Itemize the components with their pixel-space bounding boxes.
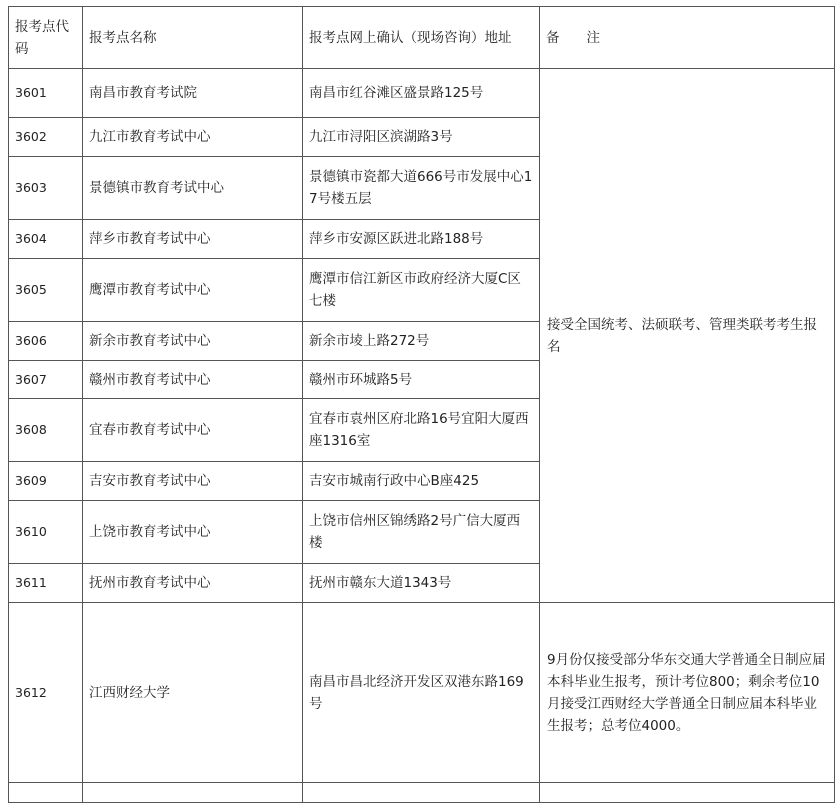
site-name: 宜春市教育考试中心 — [83, 399, 303, 462]
exam-sites-table — [8, 6, 835, 803]
site-name: 萍乡市教育考试中心 — [83, 220, 303, 259]
empty-cell — [303, 783, 540, 803]
site-code: 3611 — [9, 564, 83, 603]
site-name: 南昌市教育考试院 — [83, 69, 303, 118]
site-code: 3605 — [9, 259, 83, 322]
header-address: 报考点网上确认（现场咨询）地址 — [303, 7, 540, 69]
empty-cell — [83, 783, 303, 803]
site-address: 上饶市信州区锦绣路2号广信大厦西楼 — [303, 501, 540, 564]
site-name: 九江市教育考试中心 — [83, 118, 303, 157]
last-remark: 9月份仅接受部分华东交通大学普通全日制应届本科毕业生报考，预计考位800；剩余考位10月接受江西财经大学普通全日制应届本科毕业生报考；总考位4000。 — [540, 603, 835, 783]
site-address: 九江市浔阳区滨湖路3号 — [303, 118, 540, 157]
site-address: 萍乡市安源区跃进北路188号 — [303, 220, 540, 259]
site-code: 3603 — [9, 157, 83, 220]
table-row — [9, 603, 835, 783]
site-name: 上饶市教育考试中心 — [83, 501, 303, 564]
site-code: 3608 — [9, 399, 83, 462]
group-remark: 接受全国统考、法硕联考、管理类联考考生报名 — [540, 69, 835, 603]
header-name: 报考点名称 — [83, 7, 303, 69]
empty-cell — [9, 783, 83, 803]
site-address: 南昌市红谷滩区盛景路125号 — [303, 69, 540, 118]
header-remark: 备 注 — [540, 7, 835, 69]
site-address: 吉安市城南行政中心B座425 — [303, 462, 540, 501]
table-row-partial — [9, 783, 835, 803]
site-name: 鹰潭市教育考试中心 — [83, 259, 303, 322]
site-code: 3607 — [9, 361, 83, 399]
header-code: 报考点代码 — [9, 7, 83, 69]
site-code: 3606 — [9, 322, 83, 361]
site-address: 南昌市昌北经济开发区双港东路169号 — [303, 603, 540, 783]
site-name: 景德镇市教育考试中心 — [83, 157, 303, 220]
site-name: 赣州市教育考试中心 — [83, 361, 303, 399]
table-row — [9, 69, 835, 118]
site-address: 抚州市赣东大道1343号 — [303, 564, 540, 603]
empty-cell — [540, 783, 835, 803]
site-code: 3601 — [9, 69, 83, 118]
site-address: 鹰潭市信江新区市政府经济大厦C区七楼 — [303, 259, 540, 322]
site-address: 景德镇市瓷都大道666号市发展中心17号楼五层 — [303, 157, 540, 220]
site-address: 新余市堎上路272号 — [303, 322, 540, 361]
site-code: 3610 — [9, 501, 83, 564]
site-name: 新余市教育考试中心 — [83, 322, 303, 361]
site-code: 3602 — [9, 118, 83, 157]
header-row — [9, 7, 835, 69]
site-name: 吉安市教育考试中心 — [83, 462, 303, 501]
site-name: 江西财经大学 — [83, 603, 303, 783]
site-address: 宜春市袁州区府北路16号宜阳大厦西座1316室 — [303, 399, 540, 462]
site-address: 赣州市环城路5号 — [303, 361, 540, 399]
site-code: 3612 — [9, 603, 83, 783]
site-name: 抚州市教育考试中心 — [83, 564, 303, 603]
site-code: 3604 — [9, 220, 83, 259]
site-code: 3609 — [9, 462, 83, 501]
